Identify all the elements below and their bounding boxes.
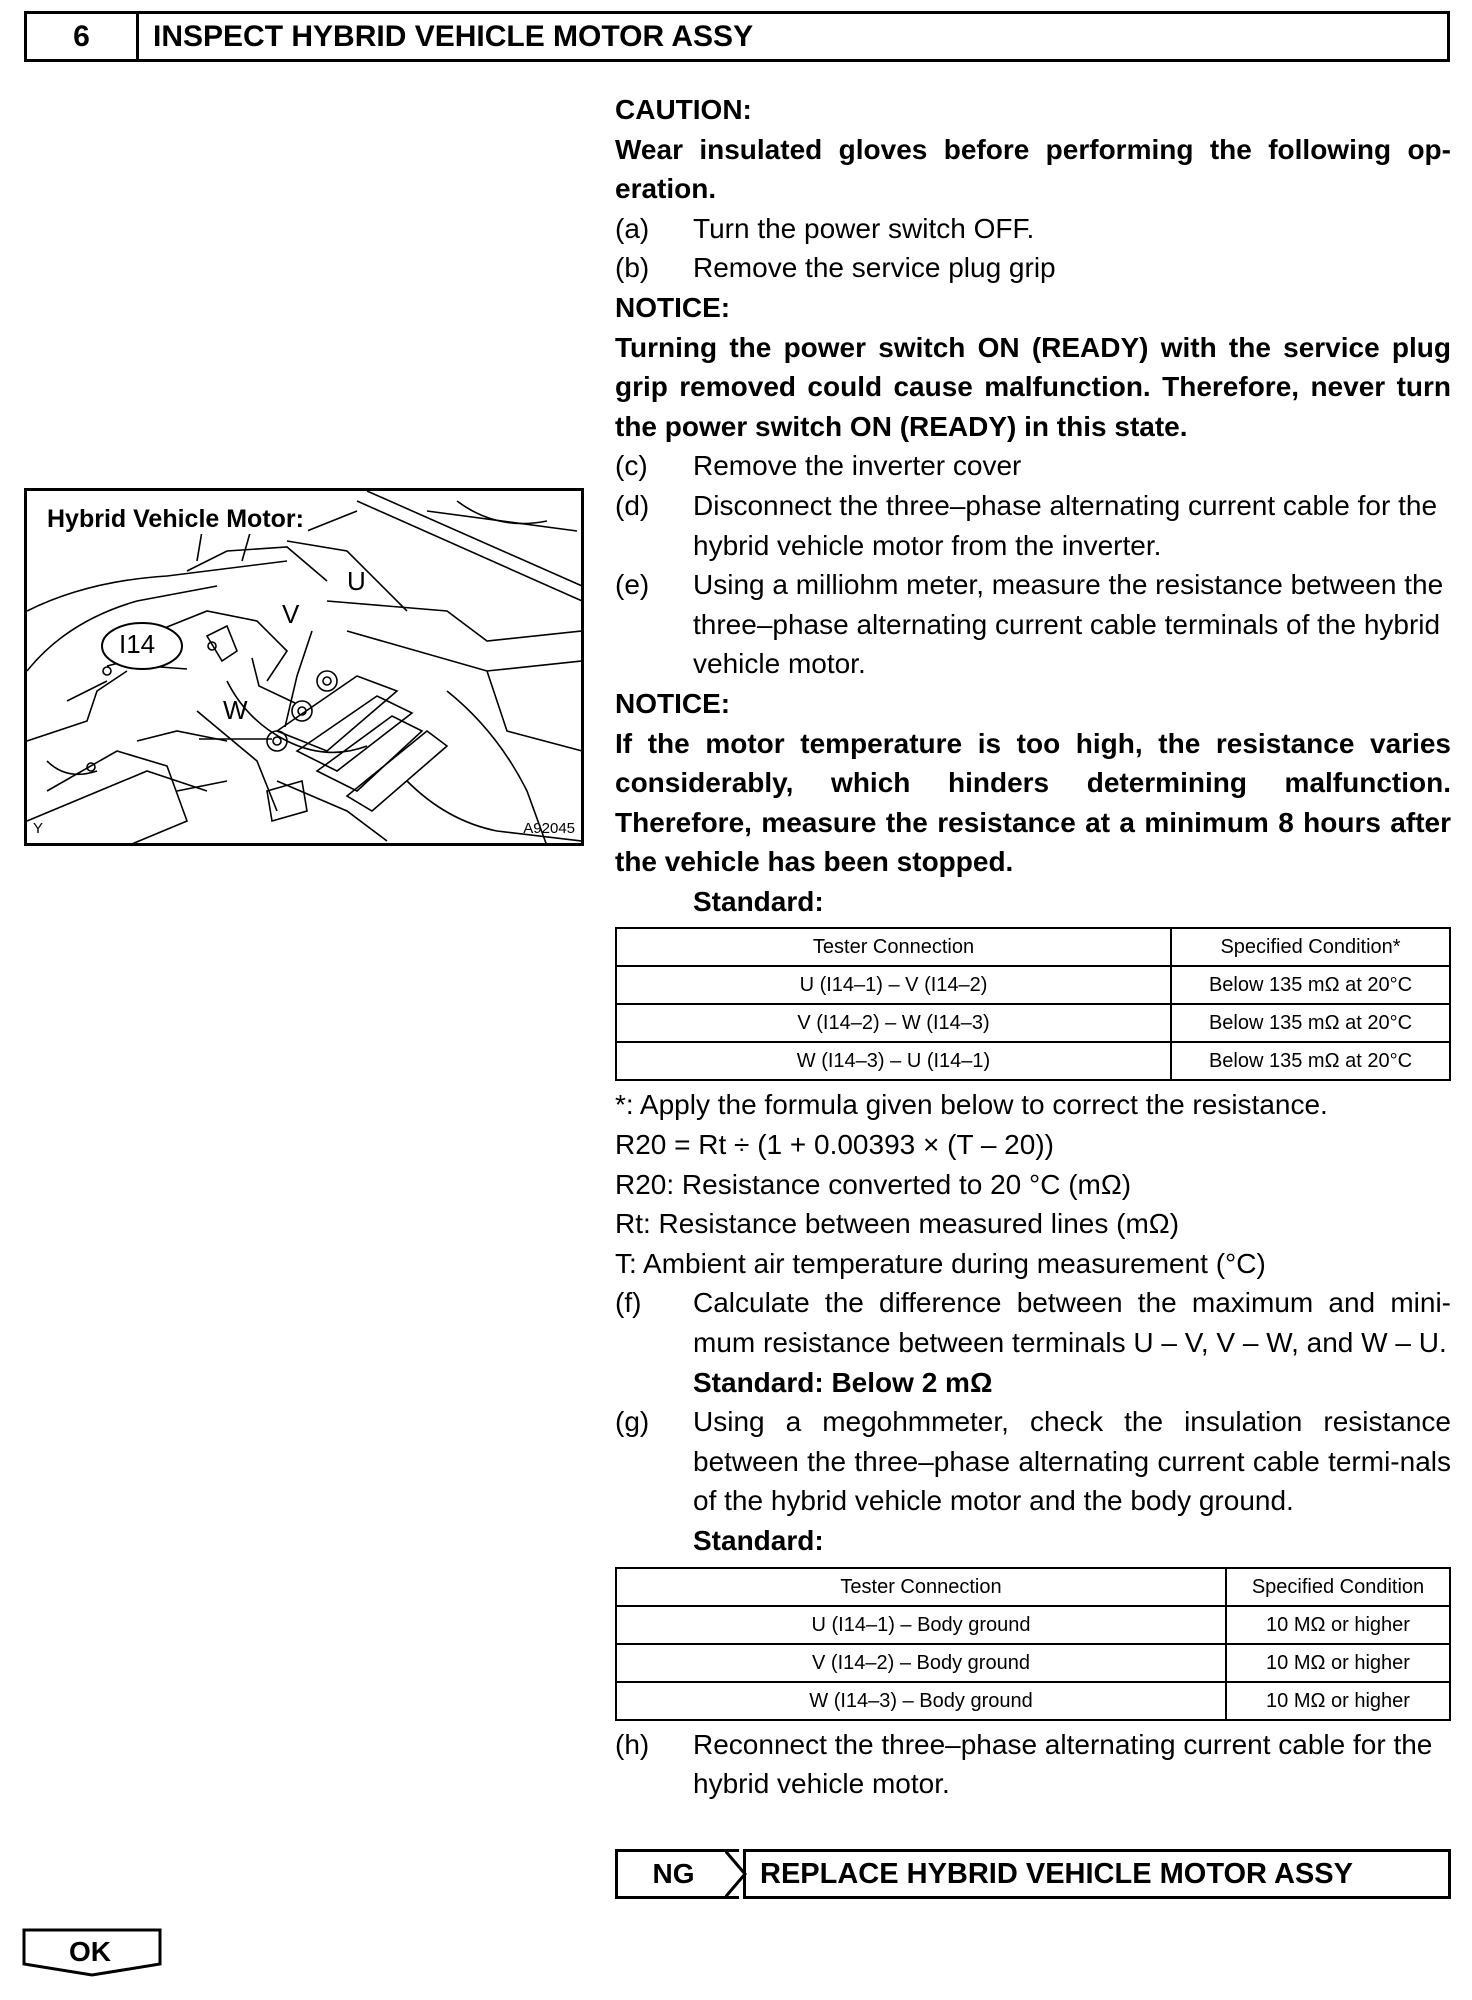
step-label: (g) [615,1406,650,1438]
step-text: Using a milliohm meter, measure the resistance between the three–phase alternating current cable terminals of the hybrid vehicle motor. [693,569,1444,680]
table-cell: Below 135 mΩ at 20°C [1171,966,1450,1004]
step-text: Calculate the difference between the maximum and mini-mum resistance between terminals U – V, V – W, and W – U. [693,1287,1451,1359]
formula: R20 = Rt ÷ (1 + 0.00393 × (T – 20)) [615,1129,1054,1161]
step-label: (d) [615,489,650,521]
motor-illustration [24,488,584,846]
formula-note: *: Apply the formula given below to correct the resistance. [615,1089,1328,1121]
step-text: Remove the service plug grip [693,252,1056,284]
step-text: Turn the power switch OFF. [693,212,1035,244]
table-cell: U (I14–1) – Body ground [616,1606,1226,1644]
terminal-u-label: U [347,566,366,596]
table-cell: 10 MΩ or higher [1226,1606,1450,1644]
figure-code: A92045 [523,820,575,837]
step-label: (a) [615,212,650,244]
section-title: INSPECT HYBRID VEHICLE MOTOR ASSY [153,19,754,53]
caution-heading: CAUTION: [615,94,752,125]
standard-value: Standard: Below 2 mΩ [693,1366,993,1398]
formula-rt: Rt: Resistance between measured lines (mΩ) [615,1208,1180,1240]
step-f [615,1283,1451,1362]
table-cell: Below 135 mΩ at 20°C [1171,1004,1450,1042]
table-cell: V (I14–2) – Body ground [616,1644,1226,1682]
procedure-column [615,90,1451,1804]
table-row [616,1042,1450,1080]
table-header: Tester Connection [616,1568,1226,1606]
table-row [616,1004,1450,1042]
ng-action: REPLACE HYBRID VEHICLE MOTOR ASSY [743,1849,1451,1899]
step-c [615,446,1451,486]
step-number: 6 [27,14,139,59]
step-e [615,565,1451,684]
table-cell: W (I14–3) – U (I14–1) [616,1042,1171,1080]
ng-label: NG [615,1849,739,1899]
step-text: Using a megohmmeter, check the insulation resistance between the three–phase alternating current cable termi-nals of the hybrid vehicle motor and the body ground. [693,1406,1451,1517]
formula-r20: R20: Resistance converted to 20 °C (mΩ) [615,1168,1132,1200]
table-cell: 10 MΩ or higher [1226,1682,1450,1720]
step-text: Remove the inverter cover [693,450,1022,482]
table-row [616,966,1450,1004]
table-row [616,1644,1450,1682]
table-cell: V (I14–2) – W (I14–3) [616,1004,1171,1042]
step-g [615,1402,1451,1521]
table-header-row [616,1568,1450,1606]
section-header [24,11,1450,62]
insulation-spec-table [615,1567,1451,1721]
step-label: (e) [615,569,650,601]
terminal-v-label: V [282,599,300,629]
notice-heading: NOTICE: [615,687,731,719]
figure-label: Hybrid Vehicle Motor: [43,505,308,534]
table-header: Specified Condition* [1171,928,1450,966]
table-cell: W (I14–3) – Body ground [616,1682,1226,1720]
step-text: Disconnect the three–phase alternating current cable for the hybrid vehicle motor from the inverter. [693,489,1438,561]
notice-heading: NOTICE: [615,291,731,323]
step-d [615,486,1451,565]
step-label: (b) [615,252,650,284]
notice-text: If the motor temperature is too high, the resistance varies considerably, which hinders determining malfunction. Therefore, measure the resistance at a minimum 8 hours after the vehicle has been stopped. [615,727,1451,878]
motor-line-drawing [27,491,584,846]
caution-text: Wear insulated gloves before performing the following op-eration. [615,133,1451,205]
step-a [615,209,1451,249]
step-label: (c) [615,450,648,482]
figure-corner-mark: Y [33,820,44,837]
step-text: Reconnect the three–phase alternating current cable for the hybrid vehicle motor. [693,1728,1433,1800]
formula-t: T: Ambient air temperature during measurement (°C) [615,1247,1266,1279]
step-b [615,248,1451,288]
notice-text: Turning the power switch ON (READY) with the service plug grip removed could cause malfunction. Therefore, never turn the power switch ON (READY) in this state. [615,331,1451,442]
connector-label: I14 [119,629,156,659]
table-row [616,1606,1450,1644]
ok-label: OK [69,1936,111,1967]
ng-result-row [615,1849,1451,1899]
table-header: Specified Condition [1226,1568,1450,1606]
table-header: Tester Connection [616,928,1171,966]
resistance-spec-table [615,927,1451,1081]
table-row [616,1682,1450,1720]
table-cell: 10 MΩ or higher [1226,1644,1450,1682]
step-h [615,1725,1451,1804]
terminal-w-label: W [223,695,248,725]
step-label: (f) [615,1287,642,1319]
standard-label: Standard: [693,1525,824,1556]
table-header-row [616,928,1450,966]
table-cell: U (I14–1) – V (I14–2) [616,966,1171,1004]
table-cell: Below 135 mΩ at 20°C [1171,1042,1450,1080]
standard-label: Standard: [693,885,824,917]
step-label: (h) [615,1728,650,1760]
